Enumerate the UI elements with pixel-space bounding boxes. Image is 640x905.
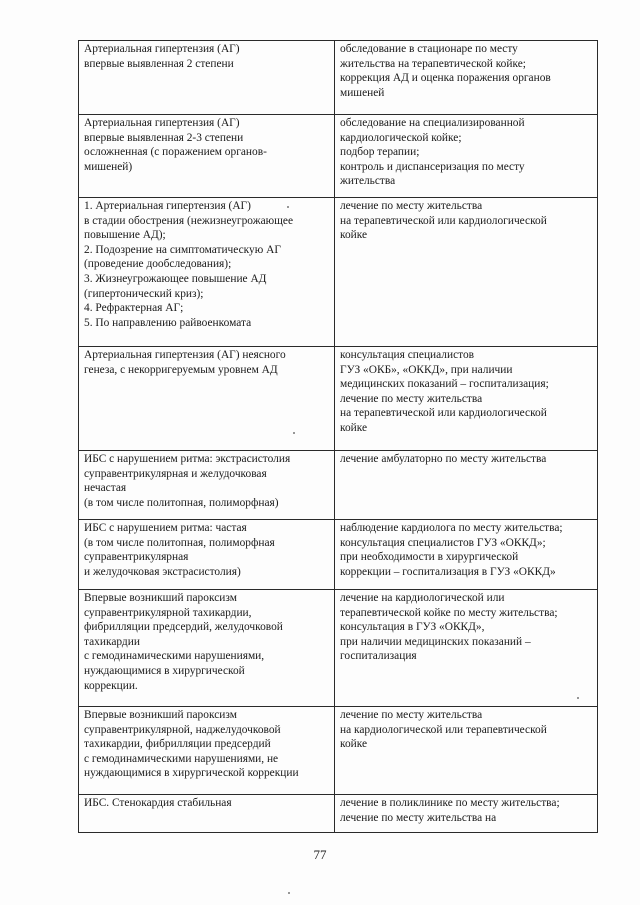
care-routing-table <box>78 40 598 833</box>
table-row <box>79 590 598 707</box>
condition-cell: Впервые возникший пароксизм суправентрикулярной, наджелудочковой тахикардии, фибрилляции предсердий с гемодинамическими нарушениями, не нуждающимися в хирургической коррекции <box>79 707 335 795</box>
condition-cell: ИБС с нарушением ритма: частая (в том числе политопная, полиморфная суправентрикулярная и желудочковая экстрасистолия) <box>79 520 335 590</box>
table-row <box>79 198 598 347</box>
scan-speck <box>287 206 289 208</box>
table-row <box>79 347 598 451</box>
action-cell: лечение на кардиологической или терапевтической койке по месту жительства; консультация в ГУЗ «ОККД», при наличии медицинских показаний – госпитализация <box>335 590 598 707</box>
table-row <box>79 41 598 115</box>
action-cell: обследование на специализированной кардиологической койке; подбор терапии; контроль и диспансеризация по месту жительства <box>335 115 598 198</box>
table-row <box>79 795 598 833</box>
page-number: 77 <box>313 847 327 862</box>
condition-cell: ИБС с нарушением ритма: экстрасистолия суправентрикулярная и желудочковая нечастая (в том числе политопная, полиморфная) <box>79 451 335 520</box>
condition-cell: Артериальная гипертензия (АГ) впервые выявленная 2-3 степени осложненная (с поражением органов- мишеней) <box>79 115 335 198</box>
table-row <box>79 520 598 590</box>
action-cell: лечение по месту жительства на терапевтической или кардиологической койке <box>335 198 598 347</box>
action-cell: лечение амбулаторно по месту жительства <box>335 451 598 520</box>
action-cell: лечение по месту жительства на кардиологической или терапевтической койке <box>335 707 598 795</box>
scan-speck <box>293 432 295 434</box>
table-row <box>79 451 598 520</box>
scan-speck <box>288 892 290 894</box>
scan-speck <box>577 697 579 699</box>
action-cell: консультация специалистов ГУЗ «ОКБ», «ОККД», при наличии медицинских показаний – госпитализация; лечение по месту жительства на терапевтической или кардиологической койке <box>335 347 598 451</box>
action-cell: лечение в поликлинике по месту жительства; лечение по месту жительства на <box>335 795 598 833</box>
condition-cell: Впервые возникший пароксизм суправентрикулярной тахикардии, фибрилляции предсердий, желудочковой тахикардии с гемодинамическими нарушениями, нуждающимися в хирургической коррекции. <box>79 590 335 707</box>
action-cell: наблюдение кардиолога по месту жительства; консультация специалистов ГУЗ «ОККД»; при необходимости в хирургической коррекции – госпитализация в ГУЗ «ОККД» <box>335 520 598 590</box>
condition-cell: Артериальная гипертензия (АГ) неясного генеза, с некорригеруемым уровнем АД <box>79 347 335 451</box>
condition-cell: 1. Артериальная гипертензия (АГ) в стадии обострения (нежизнеугрожающее повышение АД); 2. Подозрение на симптоматическую АГ (проведение дообследования); 3. Жизнеугрожающее повышение АД (гипертонический криз); 4. Рефрактерная АГ; 5. По направлению райвоенкомата <box>79 198 335 347</box>
action-cell: обследование в стационаре по месту жительства на терапевтической койке; коррекция АД и оценка поражения органов мишеней <box>335 41 598 115</box>
condition-cell: ИБС. Стенокардия стабильная <box>79 795 335 833</box>
table-row <box>79 707 598 795</box>
condition-cell: Артериальная гипертензия (АГ) впервые выявленная 2 степени <box>79 41 335 115</box>
table-row <box>79 115 598 198</box>
